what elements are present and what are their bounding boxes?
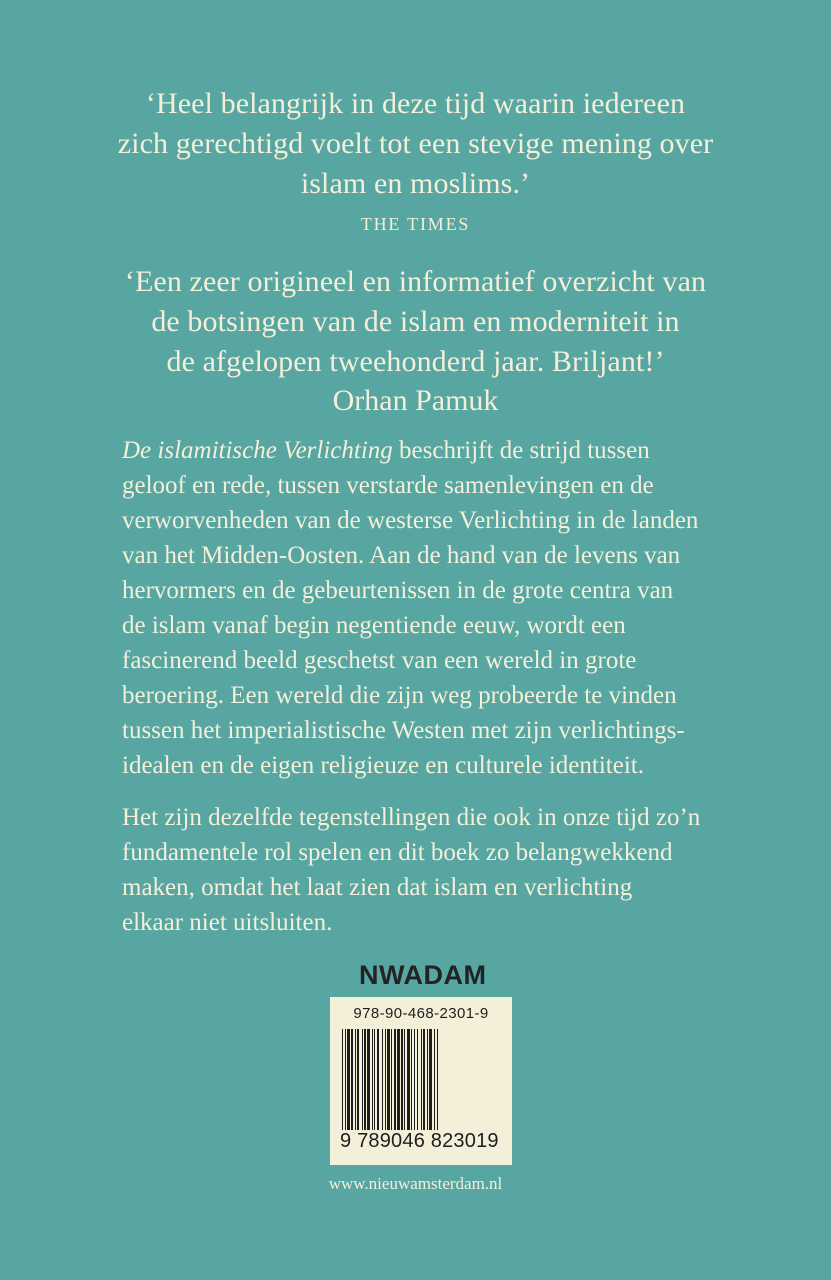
isbn-number: 9 789046 823019 bbox=[340, 1130, 506, 1152]
description-line: tussen het imperialistische Westen met zijn verlichtings- bbox=[122, 717, 685, 744]
barcode-bar bbox=[407, 1029, 410, 1141]
description-line: beroering. Een wereld die zijn weg probeerde te vinden bbox=[122, 682, 677, 709]
barcode-bar bbox=[414, 1029, 415, 1141]
quote-line: ‘Een zeer origineel en informatief overzicht van bbox=[124, 265, 707, 298]
barcode-bar bbox=[347, 1029, 350, 1141]
barcode-bar bbox=[404, 1029, 405, 1141]
barcode-bar bbox=[345, 1029, 346, 1141]
barcode-bar bbox=[429, 1029, 432, 1141]
quote-line: de afgelopen tweehonderd jaar. Briljant!’ bbox=[166, 345, 665, 378]
conclusion-line: elkaar niet uitsluiten. bbox=[122, 909, 333, 936]
quote-pamuk bbox=[0, 262, 831, 420]
description-line: de islam vanaf begin negentiende eeuw, wordt een bbox=[122, 612, 626, 639]
description-line-rest: beschrijft de strijd tussen bbox=[392, 437, 650, 464]
barcode-bar bbox=[362, 1029, 363, 1141]
isbn-label: 978-90-468-2301-9 bbox=[353, 1005, 489, 1022]
barcode-bar bbox=[423, 1029, 425, 1141]
description-line: hervormers en de gebeurtenissen in de grote centra van bbox=[122, 577, 674, 604]
description-line: verworvenheden van de westerse Verlichting in de landen bbox=[122, 507, 699, 534]
barcode-bar bbox=[391, 1029, 392, 1141]
quote-source: THE TIMES bbox=[360, 214, 471, 234]
barcode-bar bbox=[411, 1029, 412, 1141]
barcode-bar bbox=[357, 1029, 359, 1141]
quote-source: Orhan Pamuk bbox=[332, 384, 499, 417]
conclusion-paragraph bbox=[122, 800, 822, 940]
barcode-bar bbox=[364, 1029, 366, 1141]
description-paragraph bbox=[122, 433, 822, 783]
barcode-bar bbox=[394, 1029, 396, 1141]
quote-times bbox=[0, 84, 831, 236]
barcode-bar bbox=[417, 1029, 418, 1141]
barcode-bar bbox=[387, 1029, 390, 1141]
quote-line: islam en moslims.’ bbox=[300, 167, 531, 200]
barcode-bar bbox=[427, 1029, 428, 1141]
barcode-image bbox=[340, 1029, 502, 1141]
description-line: van het Midden-Oosten. Aan de hand van de levens van bbox=[122, 542, 681, 569]
conclusion-line: fundamentele rol spelen en dit boek zo belangwekkend bbox=[122, 839, 673, 866]
publisher-website: www.nieuwamsterdam.nl bbox=[328, 1174, 503, 1193]
barcode-bar bbox=[385, 1029, 386, 1141]
conclusion-line: maken, omdat het laat zien dat islam en verlichting bbox=[122, 874, 633, 901]
barcode-bar bbox=[367, 1029, 370, 1141]
barcode-bar bbox=[355, 1029, 356, 1141]
quote-line: de botsingen van de islam en moderniteit in bbox=[151, 305, 680, 338]
description-line: idealen en de eigen religieuze en culturele identiteit. bbox=[122, 752, 644, 779]
quote-line: zich gerechtigd voelt tot een stevige mening over bbox=[117, 127, 714, 160]
barcode-bar bbox=[372, 1029, 373, 1141]
barcode-bar bbox=[421, 1029, 422, 1141]
publisher-logo: NWADAM bbox=[359, 960, 487, 990]
barcode-bar bbox=[434, 1029, 435, 1141]
barcode-bar bbox=[401, 1029, 403, 1141]
description-line: geloof en rede, tussen verstarde samenlevingen en de bbox=[122, 472, 654, 499]
barcode-bar bbox=[351, 1029, 353, 1141]
barcode-bar bbox=[437, 1029, 438, 1141]
barcode-bar bbox=[342, 1029, 343, 1141]
quote-line: ‘Heel belangrijk in deze tijd waarin iedereen bbox=[145, 87, 686, 120]
barcode-bar bbox=[377, 1029, 379, 1141]
description-line bbox=[122, 433, 822, 468]
barcode-bar bbox=[382, 1029, 383, 1141]
barcode-bar bbox=[397, 1029, 400, 1141]
description-line: fascinerend beeld geschetst van een wereld in grote bbox=[122, 647, 637, 674]
barcode-bar bbox=[374, 1029, 375, 1141]
barcode-panel bbox=[330, 997, 512, 1165]
conclusion-line: Het zijn dezelfde tegenstellingen die ook in onze tijd zo’n bbox=[122, 804, 701, 831]
book-title: De islamitische Verlichting bbox=[122, 437, 393, 464]
